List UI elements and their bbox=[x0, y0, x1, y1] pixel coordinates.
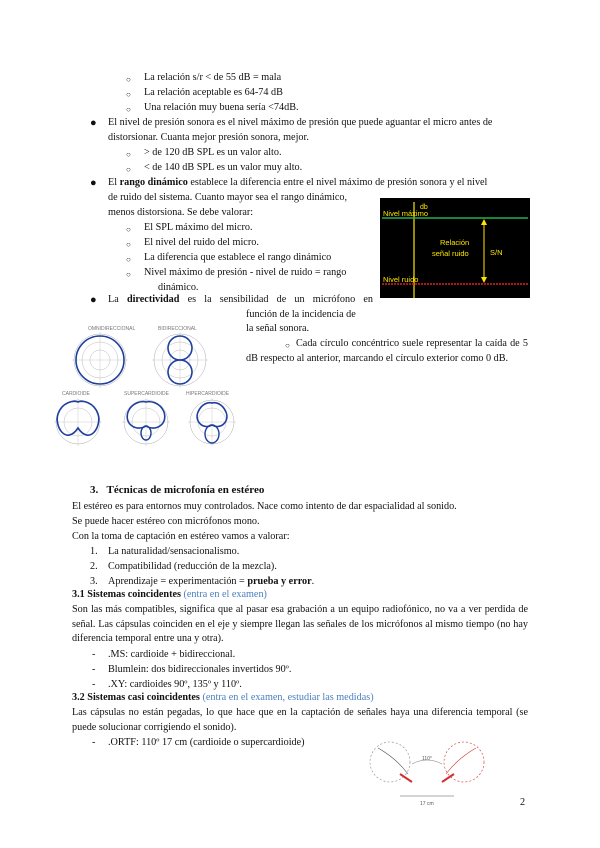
supercardioid-pattern bbox=[122, 398, 170, 446]
list-item: La naturalidad/sensacionalismo. bbox=[108, 546, 240, 557]
polar-label: CARDIOIDE bbox=[62, 391, 90, 397]
subsection-heading: 3.2 Sistemas casi coincidentes (entra en el examen, estudiar las medidas) bbox=[72, 692, 374, 703]
polar-label: OMNIDIRECCIONAL bbox=[88, 326, 136, 332]
dynamic-line3: menos distorsiona. Se debe valorar: bbox=[108, 207, 254, 218]
list-item: Compatibilidad (reducción de la mezcla). bbox=[108, 561, 277, 572]
section-heading: 3. Técnicas de microfonía en estéreo bbox=[90, 484, 265, 496]
bidirectional-pattern bbox=[152, 332, 208, 388]
circle-bullet: ○ bbox=[126, 165, 131, 174]
list-item: Aprendizaje = experimentación = prueba y error. bbox=[108, 576, 315, 587]
list-number: 2. bbox=[90, 561, 98, 572]
list-item: La relación s/r < de 55 dB = mala bbox=[144, 72, 282, 83]
circle-bullet: ○ bbox=[126, 105, 131, 114]
subsection-heading: 3.1 Sistemas coincidentes (entra en el examen) bbox=[72, 589, 267, 600]
dash-bullet: - bbox=[92, 737, 96, 748]
paragraph: Las cápsulas no están pegadas, lo que hace que en la captación de señales haya una diferencia temporal (se puede solucionar corrigiendo el sonido). bbox=[72, 707, 528, 733]
directivity-sub: Cada círculo concéntrico suele representar la caída de 5 dB respecto al anterior, marcando el círculo exterior como 0 dB. bbox=[246, 338, 528, 364]
list-number: 1. bbox=[90, 546, 98, 557]
list-item: El SPL máximo del micro. bbox=[144, 222, 253, 233]
list-item: La relación aceptable es 64-74 dB bbox=[144, 87, 283, 98]
circle-bullet: ○ bbox=[126, 225, 131, 234]
directivity-line2: función de la incidencia de bbox=[246, 309, 356, 320]
db-label: db bbox=[420, 204, 428, 211]
dynamic-range-diagram bbox=[380, 198, 530, 298]
circle-bullet: ○ bbox=[126, 150, 131, 159]
list-item: .MS: cardioide + bidireccional. bbox=[108, 649, 236, 660]
list-item: < de 140 dB SPL es un valor muy alto. bbox=[144, 162, 303, 173]
dynamic-line2: de ruido del sistema. Cuanto mayor sea el rango dinámico, bbox=[108, 192, 348, 203]
ortf-distance: 17 cm bbox=[420, 801, 434, 807]
list-item: Una relación muy buena sería <74dB. bbox=[144, 102, 299, 113]
max-level-label: Nivel máximo bbox=[383, 209, 429, 218]
list-item-continuation: dinámico. bbox=[158, 282, 199, 293]
dash-bullet: - bbox=[92, 664, 96, 675]
polar-label: BIDIRECCIONAL bbox=[158, 326, 197, 332]
list-item: > de 120 dB SPL es un valor alto. bbox=[144, 147, 282, 158]
noise-level-label: Nivel ruido bbox=[383, 275, 419, 284]
circle-bullet: ○ bbox=[126, 270, 131, 279]
list-item: .ORTF: 110º 17 cm (cardioide o supercardioide) bbox=[108, 737, 305, 748]
polar-label: HIPERCARDIOIDE bbox=[186, 391, 230, 397]
circle-bullet: ○ bbox=[126, 90, 131, 99]
dash-bullet: - bbox=[92, 679, 96, 690]
polar-label: SUPERCARDIOIDE bbox=[124, 391, 170, 397]
list-item: El nivel del ruido del micro. bbox=[144, 237, 259, 248]
pressure-paragraph: El nivel de presión sonora es el nivel máximo de presión que puede aguantar el micro antes de distorsionar. Cuanta mejor presión sonora, mejor. bbox=[108, 117, 493, 143]
polar-patterns bbox=[48, 322, 243, 447]
paragraph: El estéreo es para entornos muy controlados. Nace como intento de dar espacialidad al sonido. bbox=[72, 501, 457, 512]
circle-bullet: ○ bbox=[126, 75, 131, 84]
paragraph: Se puede hacer estéreo con micrófonos mono. bbox=[72, 516, 260, 527]
hypercardioid-pattern bbox=[188, 398, 236, 446]
bullet: ● bbox=[90, 294, 97, 306]
paragraph: Con la toma de captación en estéreo vamos a valorar: bbox=[72, 531, 290, 542]
bullet: ● bbox=[90, 177, 97, 189]
list-item: Nivel máximo de presión - nivel de ruido = rango bbox=[144, 267, 347, 278]
list-item: La diferencia que establece el rango dinámico bbox=[144, 252, 332, 263]
ortf-diagram bbox=[362, 738, 492, 808]
circle-bullet: ○ bbox=[126, 240, 131, 249]
list-item: .XY: cardioides 90º, 135º y 110º. bbox=[108, 679, 242, 690]
circle-bullet: ○ bbox=[285, 341, 290, 350]
directivity-line3: la señal sonora. bbox=[246, 323, 310, 334]
circle-bullet: ○ bbox=[126, 255, 131, 264]
paragraph: Son las más compatibles, significa que al pasar esa grabación a un equipo radiofónico, no va a ver perdida de señal. Las cápsulas coinciden en el eje y siempre llegan las señales de los micrófonos al mismo tiempo (no hay diferencia temporal entre una y otra). bbox=[72, 604, 528, 644]
sn-label: S/N bbox=[490, 248, 503, 257]
dash-bullet: - bbox=[92, 649, 96, 660]
ortf-angle: 110° bbox=[422, 756, 432, 762]
dynamic-line1: El rango dinámico establece la diferencia entre el nivel máximo de presión sonora y el nivel bbox=[108, 177, 488, 188]
bullet: ● bbox=[90, 117, 97, 129]
directivity-line1: La directividad es la sensibilidad de un micrófono en bbox=[108, 294, 373, 305]
ratio-label: señal ruido bbox=[432, 249, 469, 258]
omni-pattern bbox=[72, 332, 128, 388]
ratio-label: Relación bbox=[440, 238, 470, 247]
page-number: 2 bbox=[520, 797, 526, 808]
list-item: Blumlein: dos bidireccionales invertidos 90º. bbox=[108, 664, 292, 675]
list-number: 3. bbox=[90, 576, 98, 587]
cardioid-pattern bbox=[54, 398, 102, 446]
